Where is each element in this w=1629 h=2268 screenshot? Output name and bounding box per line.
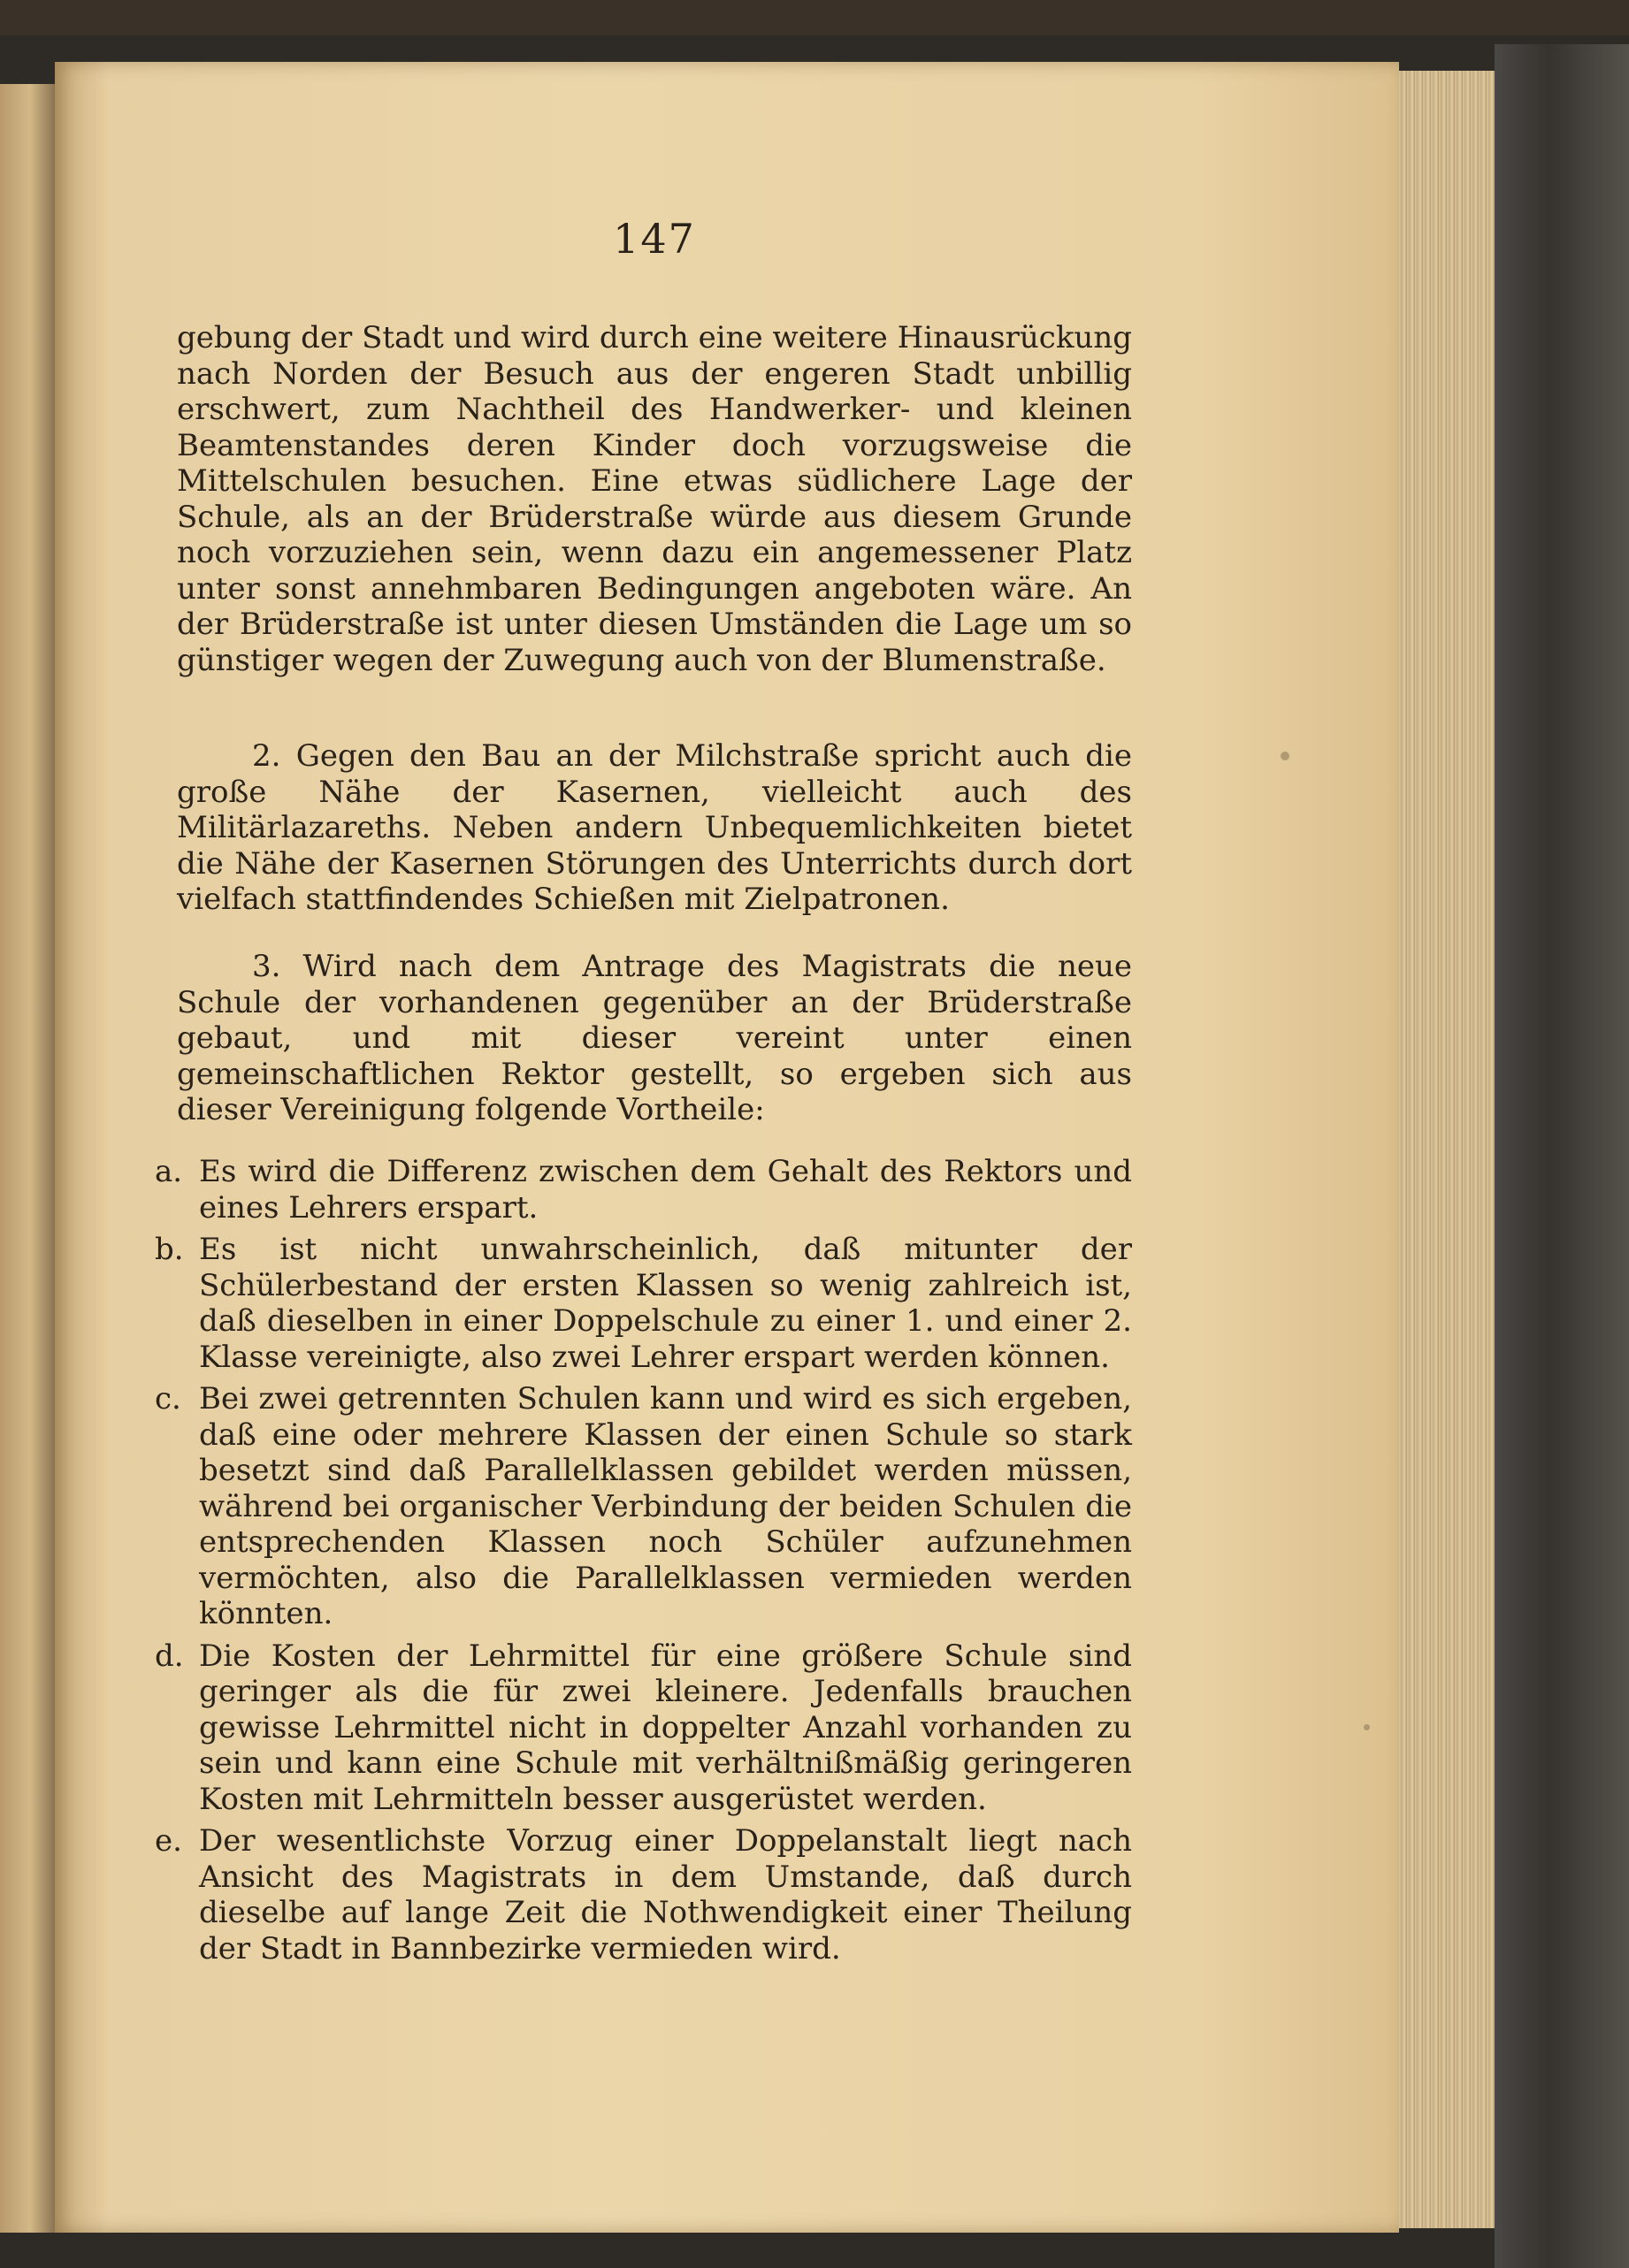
paragraph: 3. Wird nach dem Antrage des Magistrats die neue Schule der vorhandenen gegenüber an der Brüderstraße gebaut, und mit dieser vereint unter einen gemeinschaftlichen Rektor gestellt, so ergeben sich aus dieser Vereinigung folgende Vortheile:: [177, 949, 1132, 1127]
list-item-label: a.: [155, 1154, 183, 1189]
left-page-edge: [0, 84, 55, 2233]
list-item-label: e.: [155, 1823, 182, 1859]
page-number: 147: [613, 215, 696, 263]
page-edges: [1399, 71, 1495, 2228]
paper-spot: [1281, 752, 1289, 760]
list-item-text: Es wird die Differenz zwischen dem Gehalt des Rektors und eines Lehrers erspart.: [199, 1154, 1132, 1226]
list-item-text: Die Kosten der Lehrmittel für eine größere Schule sind geringer als die für zwei kleinere. Jedenfalls brauchen gewisse Lehrmittel nicht in doppelter Anzahl vorhanden zu sein und kann eine Schule mit verhältnißmäßig geringeren Kosten mit Lehrmitteln besser ausgerüstet werden.: [199, 1638, 1132, 1817]
list-item: [155, 1381, 1132, 1632]
paper-spot: [1364, 1724, 1370, 1730]
advantages-list: [155, 1154, 1132, 1973]
list-item-text: Es ist nicht unwahrscheinlich, daß mitunter der Schülerbestand der ersten Klassen so wenig zahlreich ist, daß dieselben in einer Doppelschule zu einer 1. und einer 2. Klasse vereinigte, also zwei Lehrer erspart werden können.: [199, 1232, 1132, 1375]
list-item-label: b.: [155, 1232, 184, 1267]
list-item: [155, 1823, 1132, 1966]
list-item-text: Der wesentlichste Vorzug einer Doppelanstalt liegt nach Ansicht des Magistrats in dem Umstande, daß durch dieselbe auf lange Zeit die Nothwendigkeit einer Theilung der Stadt in Bannbezirke vermieden wird.: [199, 1823, 1132, 1966]
list-item-label: d.: [155, 1638, 184, 1674]
list-item-text: Bei zwei getrennten Schulen kann und wird es sich ergeben, daß eine oder mehrere Klassen der einen Schule so stark besetzt sind daß Parallelklassen gebildet werden müssen, während bei organischer Verbindung der beiden Schulen die entsprechenden Klassen noch Schüler aufzunehmen vermöchten, also die Parallelklassen vermieden werden könnten.: [199, 1381, 1132, 1631]
list-item: [155, 1154, 1132, 1226]
list-item: [155, 1638, 1132, 1818]
list-item: [155, 1232, 1132, 1375]
list-item-label: c.: [155, 1381, 181, 1417]
paragraph: 2. Gegen den Bau an der Milchstraße spricht auch die große Nähe der Kasernen, vielleicht auch des Militärlazareths. Neben andern Unbequemlichkeiten bietet die Nähe der Kasernen Störungen des Unterrichts durch dort vielfach stattfindendes Schießen mit Zielpatronen.: [177, 738, 1132, 917]
paragraph: gebung der Stadt und wird durch eine weitere Hinausrückung nach Norden der Besuch aus der engeren Stadt unbillig erschwert, zum Nachtheil des Handwerker- und kleinen Beamtenstandes deren Kinder doch vorzugsweise die Mittelschulen besuchen. Eine etwas südlichere Lage der Schule, als an der Brüderstraße würde aus diesem Grunde noch vorzuziehen sein, wenn dazu ein angemessener Platz unter sonst annehmbaren Bedingungen angeboten wäre. An der Brüderstraße ist unter diesen Umständen die Lage um so günstiger wegen der Zuwegung auch von der Blumenstraße.: [177, 320, 1132, 678]
book-cover: [1495, 44, 1629, 2268]
